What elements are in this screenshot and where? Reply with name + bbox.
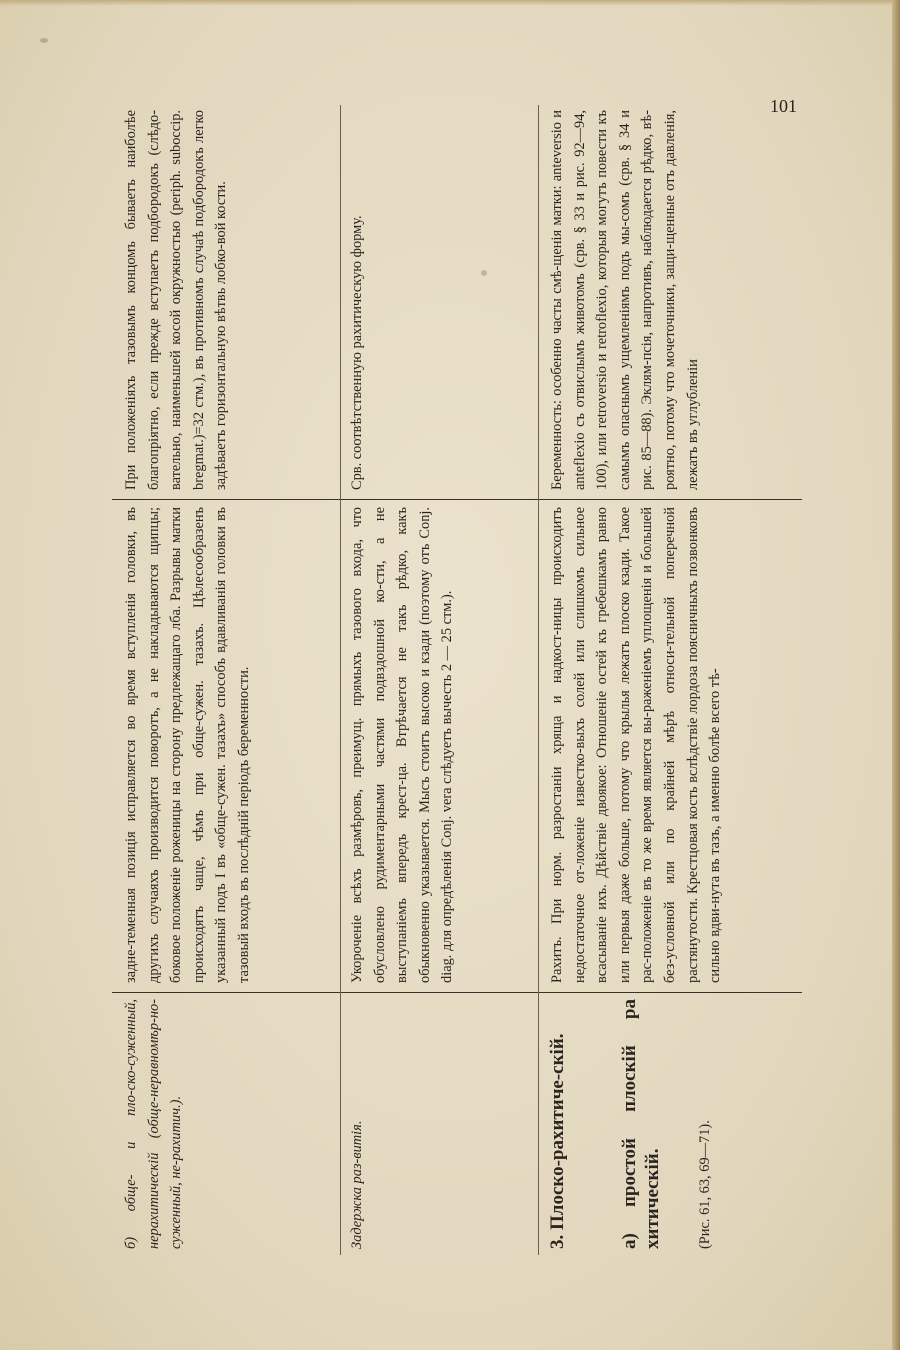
ink-spot — [40, 38, 48, 43]
row2-text: Укороченіе всѣхъ размѣровъ, преимущ. прямыхъ тазового входа, что обусловлено рудиментарными частями подвздошной ко-сти, а не выступаніемъ впередъ крест-ца. Втрѣчается не такъ рѣдко, какъ обыкновенно указывается. Мысъ стоитъ высоко и кзади (поэтому отъ Conj. diag. для опредѣленія Conj. vera слѣдуетъ вычесть 2 — 25 стм.). — [349, 507, 456, 983]
row1-ref: При положеніяхъ тазовымъ концомъ бываетъ наиболѣе благопріятно, если прежде вступаетъ подбородокъ (слѣдо-вательно, наименьшей косой окружностью (periph. subocсip. bregmat.)=32 стм.), въ противномъ случаѣ подбородокъ легко задѣваетъ горизонтальную вѣтвь лобко-вой кости. — [123, 110, 230, 490]
row1-head: б) обще- и пло-ско-суженный, нерахитическій (обще-неравномѣр-но-суженный, не-рахитич.). — [123, 999, 185, 1249]
figure-reference: (Рис. 61, 63, 69—71). — [697, 1120, 713, 1249]
table — [112, 105, 802, 1255]
subsection-title: а) простой плоскій ра хитическій. — [619, 999, 663, 1249]
row2-head: Задержка раз-витія. — [349, 1120, 365, 1249]
row1-text: задне-теменная позиція исправляется во время вступленія головки, въ другихъ случаяхъ производится поворотъ, а не накладываются щипцы; боковое положеніе роженицы на сторону предлежащаго лба. Разрывы матки происходятъ чаще, чѣмъ при обще-сужен. тазахъ. Цѣлесообразенъ указанный подъ I въ «обще-сужен. тазахъ» способъ вдавливанія головки въ тазовый входъ въ послѣдній періодъ беременности. — [123, 507, 252, 983]
page-right-edge — [892, 0, 900, 1350]
column-divider — [112, 992, 802, 993]
row3-ref: Беременность: особенно часты смѣ-щенія матки: anteversio и anteflexio съ отвислымъ животомъ (срв. § 33 и рис. 92—94, 100), или retroversio и retroflexio, которыя могутъ повести къ самымъ опаснымъ ущемленіямъ подъ мы-сомъ (срв. § 34 и рис. 85—88). Эклям-псія, напротивъ, наблюдается рѣдко, вѣ-роятно, потому что мочеточники, защи-щенные отъ давленія, лежатъ въ углубленіи — [549, 110, 701, 490]
page-top-edge — [0, 0, 900, 6]
row3-text: Рахитъ. При норм. разростаніи хряща и надкост-ницы происходитъ недостаточное от-ложеніе известко-выхъ солей или слишкомъ сильное всасываніе ихъ. Дѣйствіе двоякое: Отношеніе остей къ гребешкамъ равно или первыя даже больше, потому что крылья лежатъ плоско кзади. Такое рас-положеніе въ то же время является вы-раженіемъ уплощенія и большей без-условной или по крайней мѣрѣ относи-тельной поперечной растянутости. Крестцовая кость вслѣдствіе лордоза поясничныхъ позвонковъ сильно вдви-нута въ тазъ, а именно болѣе всего тѣ- — [549, 507, 724, 983]
row-divider — [538, 105, 539, 1255]
row2-ref: Срв. соотвѣтственную рахитическую форму. — [349, 215, 365, 490]
row-divider — [340, 105, 341, 1255]
section-title: 3. Плоско-рахитиче-скій. — [547, 1033, 568, 1249]
page-number: 101 — [770, 96, 797, 116]
column-divider — [112, 499, 802, 500]
rotated-table — [112, 105, 802, 1255]
